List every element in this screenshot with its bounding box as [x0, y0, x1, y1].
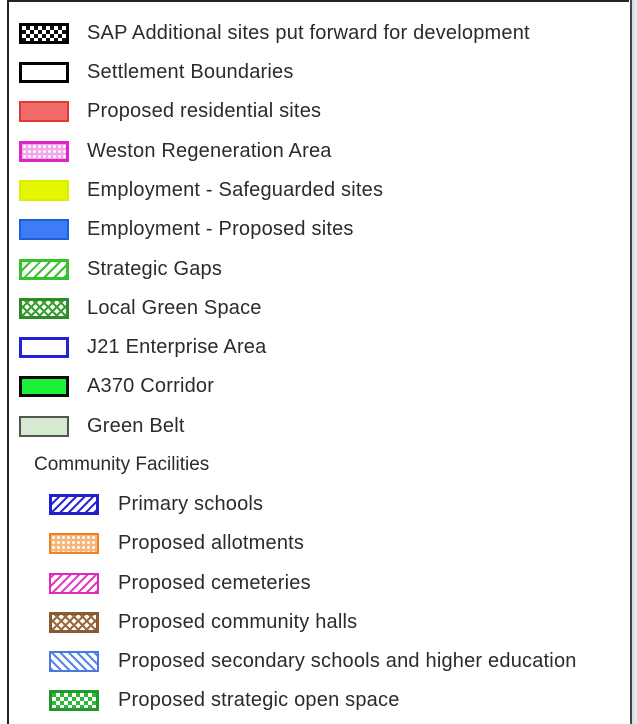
black-checker-swatch-icon	[19, 23, 69, 44]
legend-label: Strategic Gaps	[87, 257, 223, 280]
legend-item-proposed-cemeteries	[49, 568, 311, 598]
hatch-swatch-icon	[49, 573, 99, 594]
legend-label: Proposed secondary schools and higher education	[118, 649, 577, 672]
legend-label: A370 Corridor	[87, 374, 215, 397]
solid-swatch-icon	[19, 376, 69, 397]
checker-swatch-icon	[49, 612, 99, 633]
map-frame-line	[630, 0, 632, 724]
back-hatch-swatch-icon	[49, 651, 99, 672]
legend-item-settlement-boundaries	[19, 57, 294, 87]
legend-item-strategic-gaps	[19, 254, 222, 284]
solid-swatch-icon	[19, 416, 69, 437]
community-facilities-heading-row	[34, 450, 209, 480]
legend-label: Proposed community halls	[118, 610, 358, 633]
legend-item-proposed-strategic-open-space	[49, 685, 400, 715]
legend-label: SAP Additional sites put forward for development	[87, 21, 530, 44]
legend-label: Green Belt	[87, 414, 185, 437]
community-facilities-heading: Community Facilities	[34, 454, 210, 475]
dotted-swatch-icon	[49, 533, 99, 554]
legend-item-sap-additional-sites	[19, 18, 530, 48]
legend-item-employment-safeguarded	[19, 175, 383, 205]
hatch-swatch-icon	[49, 494, 99, 515]
legend-label: Proposed residential sites	[87, 99, 322, 122]
legend-label: Employment - Safeguarded sites	[87, 178, 384, 201]
legend-item-proposed-residential	[19, 96, 321, 126]
map-legend	[7, 0, 629, 724]
dotted-swatch-icon	[19, 141, 69, 162]
legend-label: Proposed allotments	[118, 531, 305, 554]
checker-swatch-icon	[19, 298, 69, 319]
legend-label: Weston Regeneration Area	[87, 139, 332, 162]
legend-item-weston-regeneration	[19, 136, 332, 166]
legend-item-primary-schools	[49, 489, 263, 519]
legend-label: Local Green Space	[87, 296, 262, 319]
solid-swatch-icon	[19, 180, 69, 201]
legend-label: Proposed cemeteries	[118, 571, 311, 594]
legend-item-proposed-secondary-schools	[49, 646, 577, 676]
legend-label: Employment - Proposed sites	[87, 217, 354, 240]
solid-swatch-icon	[19, 101, 69, 122]
outline-swatch-icon	[19, 337, 69, 358]
legend-item-proposed-allotments	[49, 528, 304, 558]
legend-item-employment-proposed	[19, 214, 354, 244]
legend-item-proposed-community-halls	[49, 607, 357, 637]
legend-label: Primary schools	[118, 492, 264, 515]
legend-label: J21 Enterprise Area	[87, 335, 267, 358]
legend-item-a370-corridor	[19, 371, 214, 401]
legend-item-local-green-space	[19, 293, 262, 323]
outline-swatch-icon	[19, 62, 69, 83]
hatch-swatch-icon	[19, 259, 69, 280]
legend-item-j21-enterprise	[19, 332, 266, 362]
legend-item-green-belt	[19, 411, 185, 441]
solid-swatch-icon	[19, 219, 69, 240]
legend-label: Settlement Boundaries	[87, 60, 294, 83]
checker-swatch-icon	[49, 690, 99, 711]
legend-label: Proposed strategic open space	[118, 688, 400, 711]
